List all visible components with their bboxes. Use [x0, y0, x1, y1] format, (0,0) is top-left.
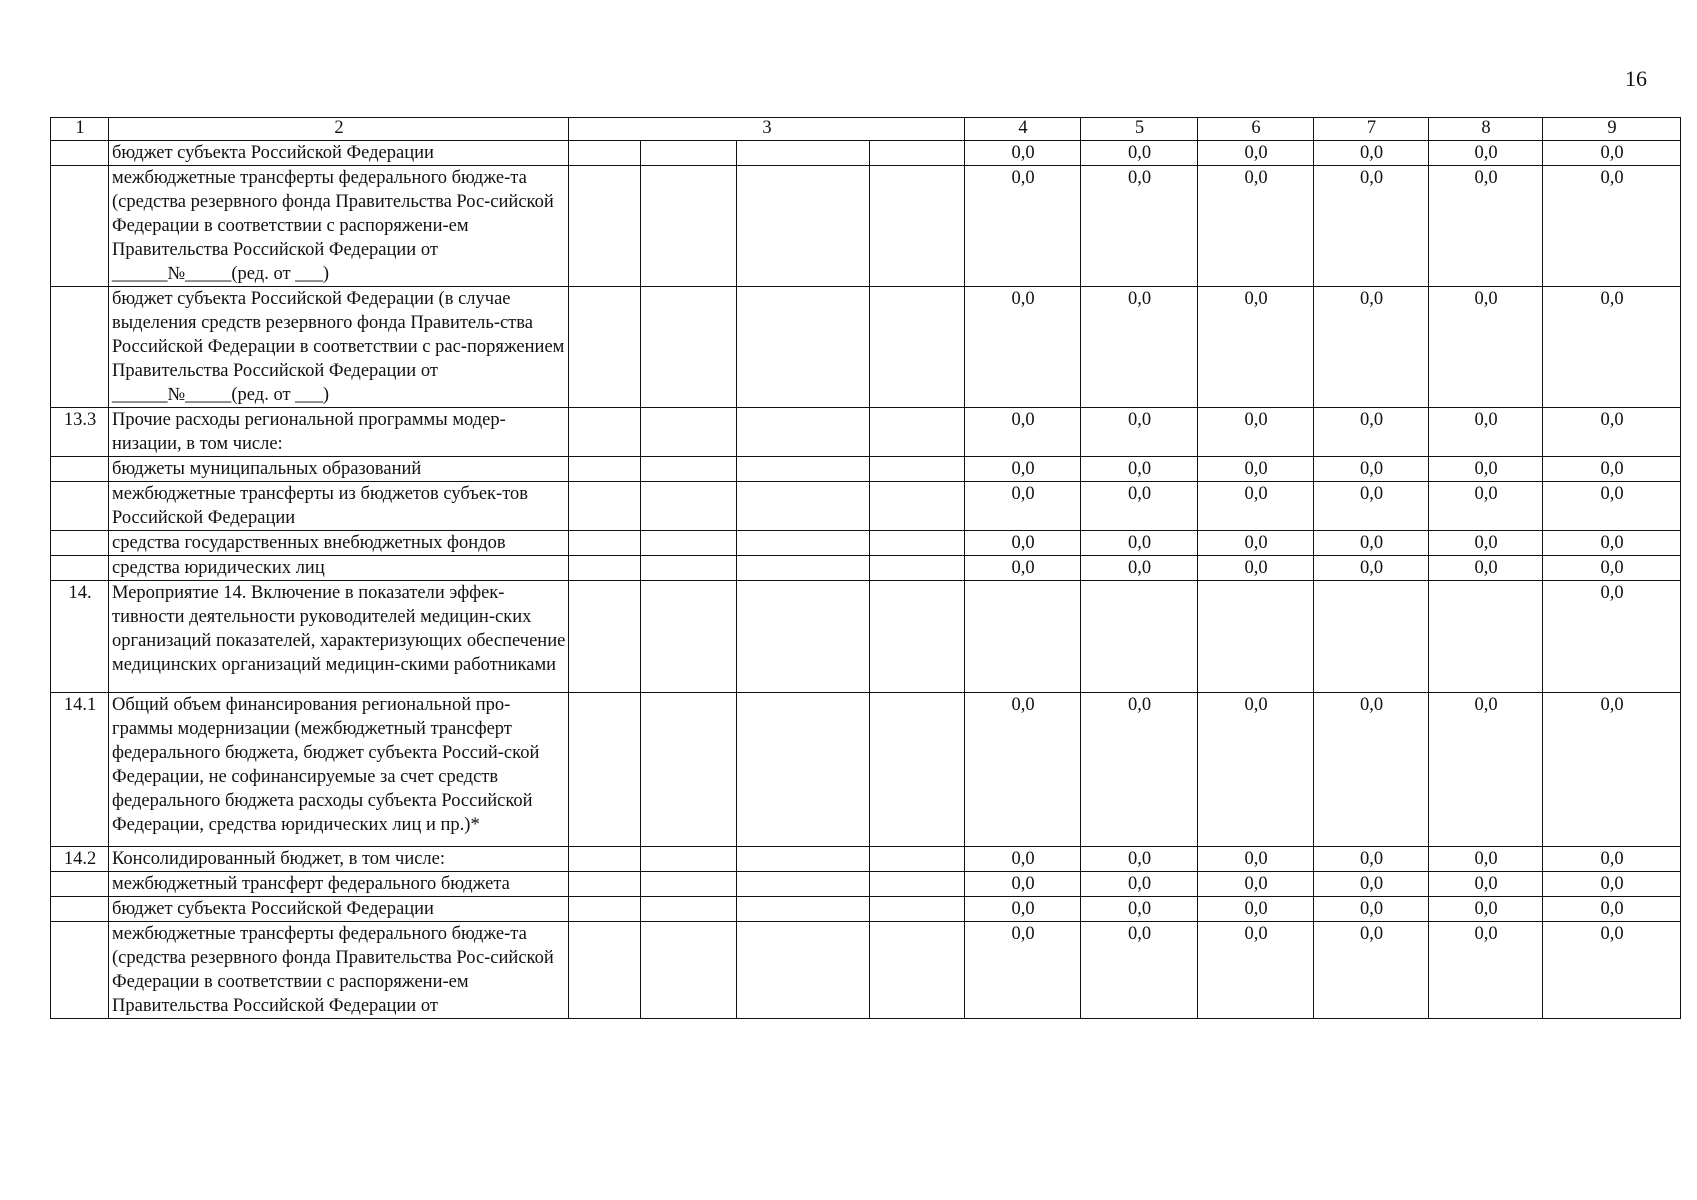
value-cell-col-8: 0,0	[1429, 141, 1543, 166]
value-cell-col-9: 0,0	[1543, 482, 1681, 531]
empty-cell	[641, 457, 737, 482]
value-cell-col-7: 0,0	[1314, 482, 1429, 531]
empty-cell	[641, 693, 737, 847]
empty-cell	[737, 897, 870, 922]
value-cell-col-4: 0,0	[965, 287, 1081, 408]
value-cell-col-4: 0,0	[965, 556, 1081, 581]
value-cell-col-7: 0,0	[1314, 922, 1429, 1019]
empty-cell	[569, 581, 641, 693]
value-cell-col-9: 0,0	[1543, 581, 1681, 693]
value-cell-col-8: 0,0	[1429, 482, 1543, 531]
value-cell-col-4: 0,0	[965, 457, 1081, 482]
empty-cell	[569, 166, 641, 287]
row-number: 14.1	[51, 693, 109, 847]
empty-cell	[641, 581, 737, 693]
empty-cell	[870, 141, 965, 166]
value-cell-col-6: 0,0	[1198, 482, 1314, 531]
value-cell-col-8: 0,0	[1429, 531, 1543, 556]
value-cell-col-6: 0,0	[1198, 922, 1314, 1019]
column-number: 7	[1314, 118, 1429, 141]
value-cell-col-7: 0,0	[1314, 872, 1429, 897]
value-cell-col-4: 0,0	[965, 847, 1081, 872]
empty-cell	[737, 457, 870, 482]
empty-cell	[737, 581, 870, 693]
empty-cell	[870, 287, 965, 408]
column-number-row	[51, 118, 1681, 141]
value-cell-col-6: 0,0	[1198, 287, 1314, 408]
row-description: средства юридических лиц	[109, 556, 569, 581]
row-number	[51, 287, 109, 408]
row-description: Общий объем финансирования региональной про-граммы модернизации (межбюджетный трансферт федерального бюджета, бюджет субъекта Россий-ской Федерации, не софинансируемые за счет средств федерального бюджета расходы субъекта Российской Федерации, средства юридических лиц и пр.)*	[109, 693, 569, 847]
empty-cell	[737, 693, 870, 847]
value-cell-col-7	[1314, 581, 1429, 693]
table-row	[51, 922, 1681, 1019]
value-cell-col-7: 0,0	[1314, 408, 1429, 457]
value-cell-col-7: 0,0	[1314, 847, 1429, 872]
value-cell-col-6: 0,0	[1198, 847, 1314, 872]
value-cell-col-9: 0,0	[1543, 847, 1681, 872]
value-cell-col-9: 0,0	[1543, 897, 1681, 922]
column-number: 1	[51, 118, 109, 141]
empty-cell	[569, 872, 641, 897]
table-row	[51, 408, 1681, 457]
row-number: 14.2	[51, 847, 109, 872]
row-number: 14.	[51, 581, 109, 693]
empty-cell	[569, 693, 641, 847]
value-cell-col-8: 0,0	[1429, 897, 1543, 922]
value-cell-col-7: 0,0	[1314, 287, 1429, 408]
value-cell-col-9: 0,0	[1543, 457, 1681, 482]
value-cell-col-5: 0,0	[1081, 897, 1198, 922]
value-cell-col-9: 0,0	[1543, 531, 1681, 556]
value-cell-col-8: 0,0	[1429, 457, 1543, 482]
value-cell-col-6: 0,0	[1198, 166, 1314, 287]
value-cell-col-8: 0,0	[1429, 287, 1543, 408]
table-row	[51, 457, 1681, 482]
value-cell-col-4: 0,0	[965, 922, 1081, 1019]
empty-cell	[870, 922, 965, 1019]
value-cell-col-8: 0,0	[1429, 693, 1543, 847]
value-cell-col-4: 0,0	[965, 897, 1081, 922]
row-number: 13.3	[51, 408, 109, 457]
row-number	[51, 556, 109, 581]
value-cell-col-4: 0,0	[965, 531, 1081, 556]
table-row	[51, 166, 1681, 287]
value-cell-col-4: 0,0	[965, 693, 1081, 847]
value-cell-col-6: 0,0	[1198, 141, 1314, 166]
empty-cell	[737, 556, 870, 581]
value-cell-col-6	[1198, 581, 1314, 693]
value-cell-col-7: 0,0	[1314, 457, 1429, 482]
value-cell-col-8: 0,0	[1429, 408, 1543, 457]
empty-cell	[641, 922, 737, 1019]
empty-cell	[737, 872, 870, 897]
column-number: 3	[569, 118, 965, 141]
row-description: бюджет субъекта Российской Федерации (в случае выделения средств резервного фонда Правитель-ства Российской Федерации в соответствии с рас-поряжением Правительства Российской Федерации от ______№_____(ред. от ___)	[109, 287, 569, 408]
table-row	[51, 482, 1681, 531]
empty-cell	[870, 408, 965, 457]
value-cell-col-7: 0,0	[1314, 531, 1429, 556]
value-cell-col-6: 0,0	[1198, 531, 1314, 556]
empty-cell	[870, 897, 965, 922]
column-number: 2	[109, 118, 569, 141]
row-description: межбюджетные трансферты федерального бюдже-та (средства резервного фонда Правительства Рос-сийской Федерации в соответствии с распоряжени-ем Правительства Российской Федерации от ______№_____(ред. от ___)	[109, 166, 569, 287]
column-number: 9	[1543, 118, 1681, 141]
row-number	[51, 872, 109, 897]
table-row	[51, 141, 1681, 166]
empty-cell	[569, 141, 641, 166]
value-cell-col-5	[1081, 581, 1198, 693]
table-row	[51, 531, 1681, 556]
value-cell-col-6: 0,0	[1198, 408, 1314, 457]
empty-cell	[641, 141, 737, 166]
empty-cell	[737, 287, 870, 408]
row-description: средства государственных внебюджетных фондов	[109, 531, 569, 556]
row-number	[51, 922, 109, 1019]
empty-cell	[569, 531, 641, 556]
empty-cell	[569, 287, 641, 408]
value-cell-col-4	[965, 581, 1081, 693]
value-cell-col-7: 0,0	[1314, 693, 1429, 847]
empty-cell	[641, 556, 737, 581]
value-cell-col-5: 0,0	[1081, 847, 1198, 872]
row-description: бюджет субъекта Российской Федерации	[109, 141, 569, 166]
row-number	[51, 457, 109, 482]
empty-cell	[641, 897, 737, 922]
value-cell-col-8: 0,0	[1429, 847, 1543, 872]
value-cell-col-8: 0,0	[1429, 922, 1543, 1019]
row-number	[51, 531, 109, 556]
empty-cell	[737, 922, 870, 1019]
page-number: 16	[1625, 66, 1647, 91]
value-cell-col-4: 0,0	[965, 872, 1081, 897]
row-description: Консолидированный бюджет, в том числе:	[109, 847, 569, 872]
table-row	[51, 556, 1681, 581]
row-description: Прочие расходы региональной программы модер-низации, в том числе:	[109, 408, 569, 457]
column-number: 8	[1429, 118, 1543, 141]
table-row	[51, 287, 1681, 408]
value-cell-col-6: 0,0	[1198, 457, 1314, 482]
value-cell-col-5: 0,0	[1081, 922, 1198, 1019]
row-description: межбюджетные трансферты федерального бюдже-та (средства резервного фонда Правительства Рос-сийской Федерации в соответствии с распоряжени-ем Правительства Российской Федерации от	[109, 922, 569, 1019]
empty-cell	[870, 581, 965, 693]
value-cell-col-6: 0,0	[1198, 693, 1314, 847]
table-row	[51, 693, 1681, 847]
value-cell-col-4: 0,0	[965, 482, 1081, 531]
empty-cell	[569, 408, 641, 457]
empty-cell	[737, 166, 870, 287]
empty-cell	[870, 556, 965, 581]
empty-cell	[870, 482, 965, 531]
row-description: Мероприятие 14. Включение в показатели эффек-тивности деятельности руководителей медицин-ских организаций показателей, характеризующих обеспечение медицинских организаций медицин-скими работниками	[109, 581, 569, 693]
value-cell-col-9: 0,0	[1543, 693, 1681, 847]
row-description: бюджеты муниципальных образований	[109, 457, 569, 482]
value-cell-col-9: 0,0	[1543, 872, 1681, 897]
value-cell-col-8: 0,0	[1429, 872, 1543, 897]
table-row	[51, 897, 1681, 922]
row-description: межбюджетный трансферт федерального бюджета	[109, 872, 569, 897]
value-cell-col-7: 0,0	[1314, 141, 1429, 166]
value-cell-col-9: 0,0	[1543, 408, 1681, 457]
empty-cell	[641, 872, 737, 897]
empty-cell	[569, 922, 641, 1019]
empty-cell	[569, 556, 641, 581]
empty-cell	[870, 693, 965, 847]
value-cell-col-5: 0,0	[1081, 166, 1198, 287]
financing-table	[50, 117, 1681, 1019]
table-row	[51, 872, 1681, 897]
empty-cell	[870, 166, 965, 287]
empty-cell	[569, 457, 641, 482]
empty-cell	[870, 847, 965, 872]
table-row	[51, 581, 1681, 693]
row-number	[51, 166, 109, 287]
empty-cell	[870, 457, 965, 482]
value-cell-col-9: 0,0	[1543, 141, 1681, 166]
row-description: межбюджетные трансферты из бюджетов субъек-тов Российской Федерации	[109, 482, 569, 531]
empty-cell	[870, 531, 965, 556]
empty-cell	[569, 847, 641, 872]
value-cell-col-5: 0,0	[1081, 872, 1198, 897]
row-number	[51, 482, 109, 531]
empty-cell	[737, 482, 870, 531]
value-cell-col-8: 0,0	[1429, 556, 1543, 581]
value-cell-col-6: 0,0	[1198, 556, 1314, 581]
value-cell-col-4: 0,0	[965, 408, 1081, 457]
row-number	[51, 141, 109, 166]
value-cell-col-9: 0,0	[1543, 556, 1681, 581]
empty-cell	[737, 847, 870, 872]
empty-cell	[641, 287, 737, 408]
empty-cell	[737, 531, 870, 556]
value-cell-col-7: 0,0	[1314, 166, 1429, 287]
value-cell-col-5: 0,0	[1081, 287, 1198, 408]
empty-cell	[870, 872, 965, 897]
empty-cell	[569, 482, 641, 531]
column-number: 6	[1198, 118, 1314, 141]
empty-cell	[641, 482, 737, 531]
value-cell-col-6: 0,0	[1198, 897, 1314, 922]
value-cell-col-8: 0,0	[1429, 166, 1543, 287]
empty-cell	[641, 166, 737, 287]
value-cell-col-5: 0,0	[1081, 693, 1198, 847]
empty-cell	[641, 847, 737, 872]
empty-cell	[641, 531, 737, 556]
value-cell-col-5: 0,0	[1081, 457, 1198, 482]
empty-cell	[569, 897, 641, 922]
value-cell-col-5: 0,0	[1081, 408, 1198, 457]
row-description: бюджет субъекта Российской Федерации	[109, 897, 569, 922]
value-cell-col-7: 0,0	[1314, 556, 1429, 581]
value-cell-col-5: 0,0	[1081, 482, 1198, 531]
table-row	[51, 847, 1681, 872]
column-number: 5	[1081, 118, 1198, 141]
empty-cell	[641, 408, 737, 457]
column-number: 4	[965, 118, 1081, 141]
row-number	[51, 897, 109, 922]
value-cell-col-7: 0,0	[1314, 897, 1429, 922]
value-cell-col-9: 0,0	[1543, 166, 1681, 287]
empty-cell	[737, 408, 870, 457]
value-cell-col-4: 0,0	[965, 141, 1081, 166]
value-cell-col-9: 0,0	[1543, 287, 1681, 408]
value-cell-col-9: 0,0	[1543, 922, 1681, 1019]
value-cell-col-5: 0,0	[1081, 556, 1198, 581]
value-cell-col-4: 0,0	[965, 166, 1081, 287]
value-cell-col-5: 0,0	[1081, 141, 1198, 166]
empty-cell	[737, 141, 870, 166]
value-cell-col-5: 0,0	[1081, 531, 1198, 556]
value-cell-col-8	[1429, 581, 1543, 693]
value-cell-col-6: 0,0	[1198, 872, 1314, 897]
